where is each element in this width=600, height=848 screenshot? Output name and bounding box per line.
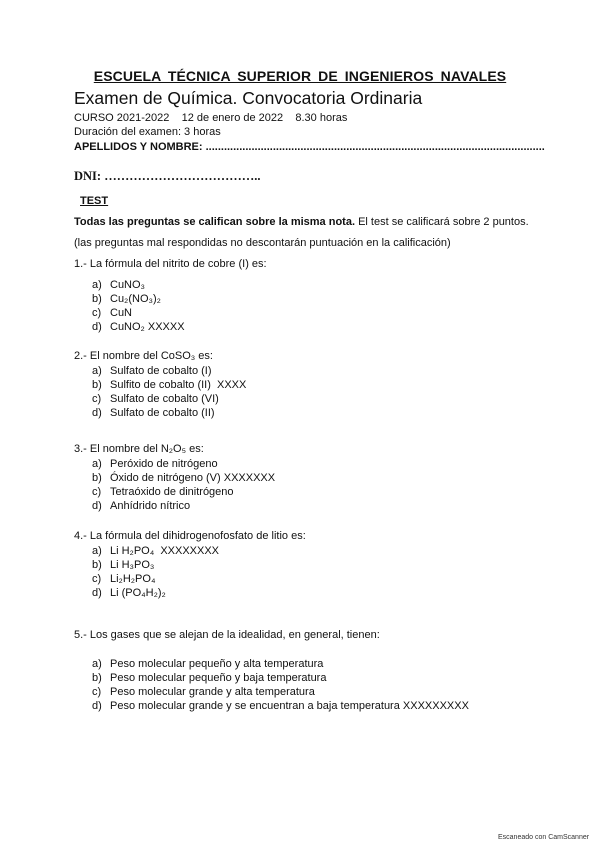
test-instructions <box>74 216 529 228</box>
question-3: 3.- El nombre del N₂O₅ es: <box>74 443 204 455</box>
option-5a: a) Peso molecular pequeño y alta temperatura <box>92 658 324 670</box>
option-1a: a) CuNO₃ <box>92 279 146 291</box>
option-3c: c) Tetraóxido de dinitrógeno <box>92 486 234 498</box>
school-name: ESCUELA TÉCNICA SUPERIOR DE INGENIEROS NAVALES <box>93 68 507 84</box>
option-2b: b) Sulfito de cobalto (II) XXXX <box>92 379 247 391</box>
instructions-bold: Todas las preguntas se califican sobre la misma nota. <box>74 216 356 228</box>
duration-line: Duración del examen: 3 horas <box>74 126 221 138</box>
option-5d: d) Peso molecular grande y se encuentran a baja temperatura XXXXXXXXX <box>92 700 469 712</box>
option-4c: c) Li₂H₂PO₄ <box>92 573 156 585</box>
test-heading: TEST <box>80 195 109 207</box>
option-1d: d) CuNO₂ XXXXX <box>92 321 185 333</box>
dni-field: DNI: ……………………………….. <box>74 169 261 183</box>
option-2a: a) Sulfato de cobalto (I) <box>92 365 212 377</box>
exam-title: Examen de Química. Convocatoria Ordinaria <box>74 88 423 108</box>
apellidos-field: APELLIDOS Y NOMBRE: ............................................................................................................... <box>74 141 545 153</box>
option-2c: c) Sulfato de cobalto (VI) <box>92 393 219 405</box>
option-1b: b) Cu₂(NO₃)₂ <box>92 293 161 305</box>
option-1c: c) CuN <box>92 307 133 319</box>
option-4a: a) Li H₂PO₄ XXXXXXXX <box>92 545 220 557</box>
scanner-watermark: Escaneado con CamScanner <box>498 834 590 841</box>
question-4: 4.- La fórmula del dihidrogenofosfato de litio es: <box>74 530 306 542</box>
option-5c: c) Peso molecular grande y alta temperatura <box>92 686 315 698</box>
option-3d: d) Anhídrido nítrico <box>92 500 191 512</box>
option-3b: b) Óxido de nitrógeno (V) XXXXXXX <box>92 472 276 484</box>
option-4b: b) Li H₃PO₃ <box>92 559 155 571</box>
option-5b: b) Peso molecular pequeño y baja temperatura <box>92 672 327 684</box>
option-2d: d) Sulfato de cobalto (II) <box>92 407 215 419</box>
option-3a: a) Peróxido de nitrógeno <box>92 458 218 470</box>
question-1: 1.- La fórmula del nitrito de cobre (I) es: <box>74 258 267 270</box>
question-2: 2.- El nombre del CoSO₃ es: <box>74 350 213 362</box>
course-line: CURSO 2021-2022 12 de enero de 2022 8.30 horas <box>74 112 348 124</box>
question-5: 5.- Los gases que se alejan de la idealidad, en general, tienen: <box>74 629 380 641</box>
option-4d: d) Li (PO₄H₂)₂ <box>92 587 166 599</box>
instructions-rest: El test se calificará sobre 2 puntos. <box>355 216 529 228</box>
test-note: (las preguntas mal respondidas no descontarán puntuación en la calificación) <box>74 237 451 249</box>
